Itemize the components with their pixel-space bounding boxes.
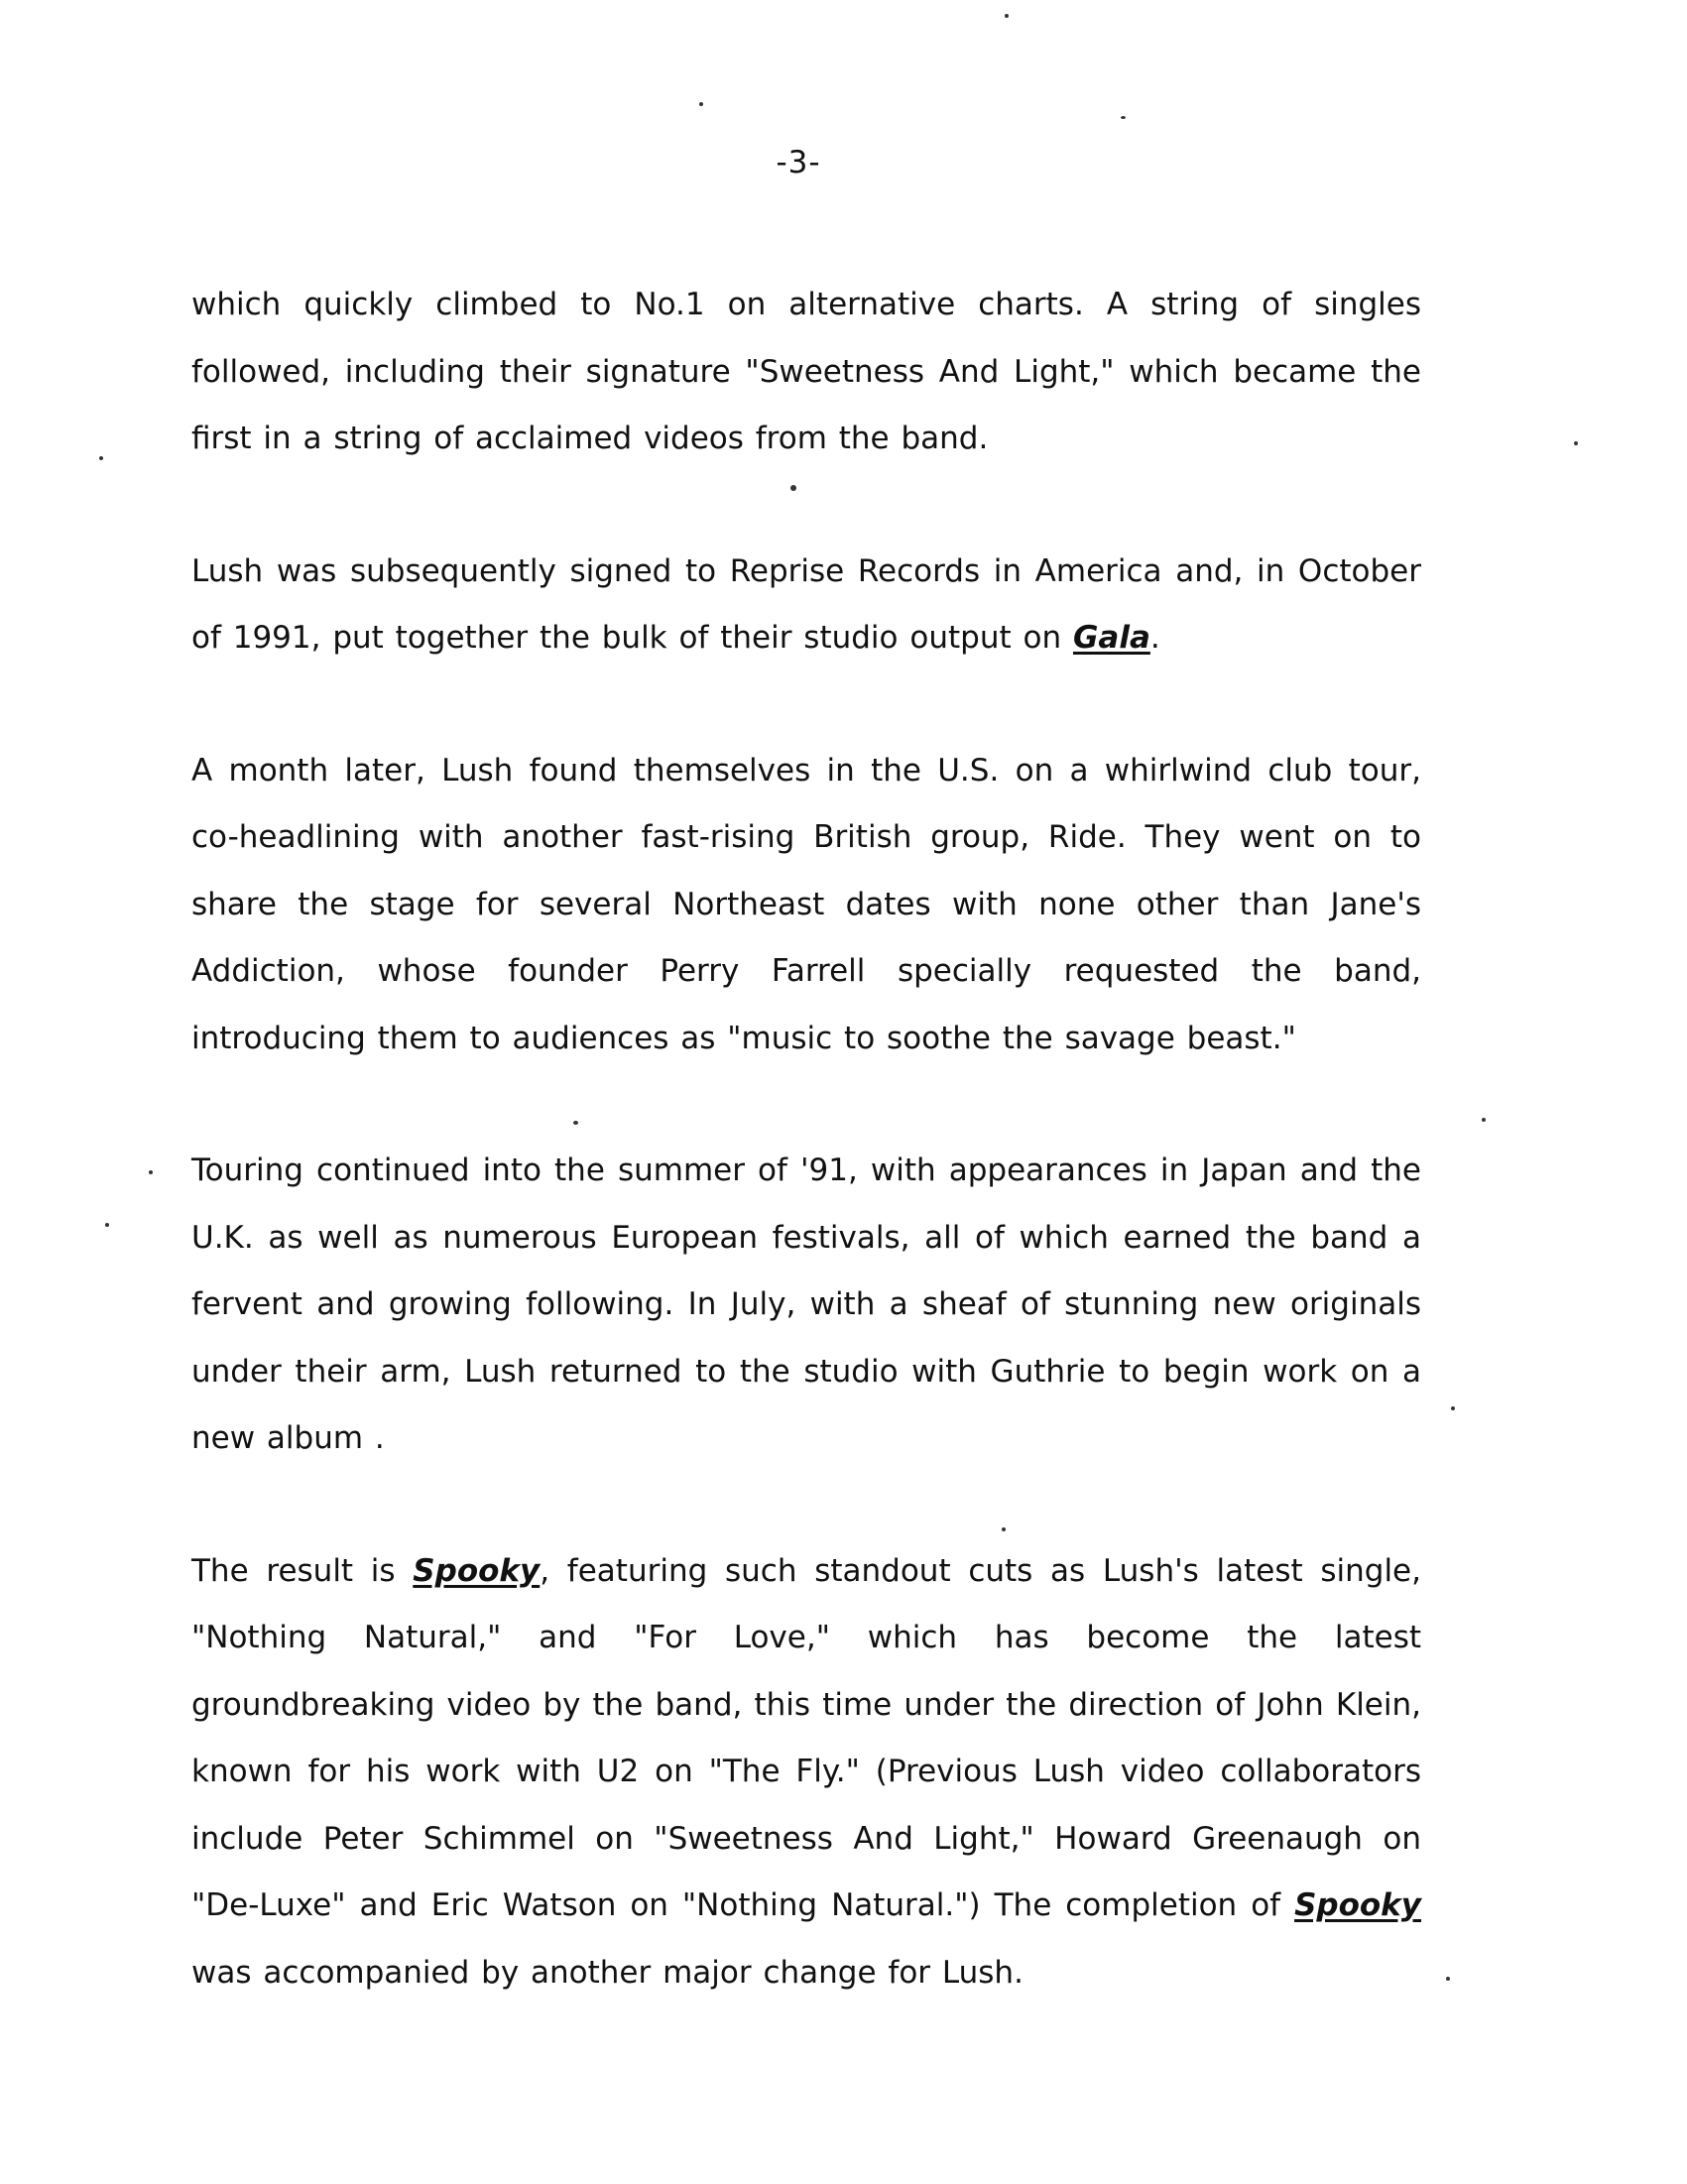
page-number: -3- <box>776 145 821 181</box>
scan-speck <box>1451 1406 1455 1410</box>
paragraph-4 <box>191 1138 1421 1473</box>
paragraph-5-middle: , featuring such standout cuts as Lush's latest single, "Nothing Natural," and "For Love," which has become the latest groundbreaking video by the band, this time under the direction of John Klein, known for his work with U2 on "The Fly." (Previous Lush video collaborators include Peter Schimmel on "Sweetness And Light," Howard Greenaugh on "De-Luxe" and Eric Watson on "Nothing Natural.") The completion of <box>191 1552 1421 1923</box>
scan-speck <box>1121 116 1126 119</box>
scan-speck <box>1574 441 1578 445</box>
scan-speck <box>699 102 703 106</box>
paragraph-3-text: A month later, Lush found themselves in the U.S. on a whirlwind club tour, co-headlining with another fast-rising British group, Ride. They went on to share the stage for several Northeast dates with none other than Jane's Addiction, whose founder Perry Farrell specially requested the band, introducing them to audiences as "music to soothe the savage beast." <box>191 752 1421 1056</box>
paragraph-2 <box>191 539 1421 672</box>
scan-speck <box>573 1121 578 1125</box>
paragraph-4-text: Touring continued into the summer of '91, with appearances in Japan and the U.K. as well as numerous European festivals, all of which earned the band a fervent and growing following. In July, with a sheaf of stunning new originals under their arm, Lush returned to the studio with Guthrie to begin work on a new album . <box>191 1153 1421 1456</box>
scan-speck <box>149 1170 153 1174</box>
scan-speck <box>1446 1977 1450 1981</box>
paragraph-3 <box>191 738 1421 1073</box>
scan-speck <box>1482 1118 1486 1122</box>
paragraph-1-text: which quickly climbed to No.1 on alternative charts. A string of singles followed, including their signature "Sweetness And Light," which became the first in a string of acclaimed videos from the band. <box>191 287 1421 456</box>
scan-speck <box>1005 14 1009 18</box>
album-title-gala: Gala <box>1072 620 1150 656</box>
scan-speck <box>99 456 103 460</box>
paragraph-1 <box>191 272 1421 473</box>
paragraph-5 <box>191 1538 1421 2007</box>
paragraph-5-text: The result is <box>191 1552 414 1589</box>
scan-speck <box>1002 1527 1006 1531</box>
paragraph-2-end: . <box>1149 620 1160 656</box>
document-body <box>191 272 1421 2072</box>
scan-speck <box>790 485 796 491</box>
album-title-spooky: Spooky <box>413 1552 541 1589</box>
album-title-spooky-second: Spooky <box>1294 1887 1421 1923</box>
paragraph-5-end: was accompanied by another major change for Lush. <box>191 1954 1024 1991</box>
scan-speck <box>105 1223 109 1227</box>
paragraph-2-text: Lush was subsequently signed to Reprise Records in America and, in October of 1991, put together the bulk of their studio output on <box>191 552 1421 656</box>
